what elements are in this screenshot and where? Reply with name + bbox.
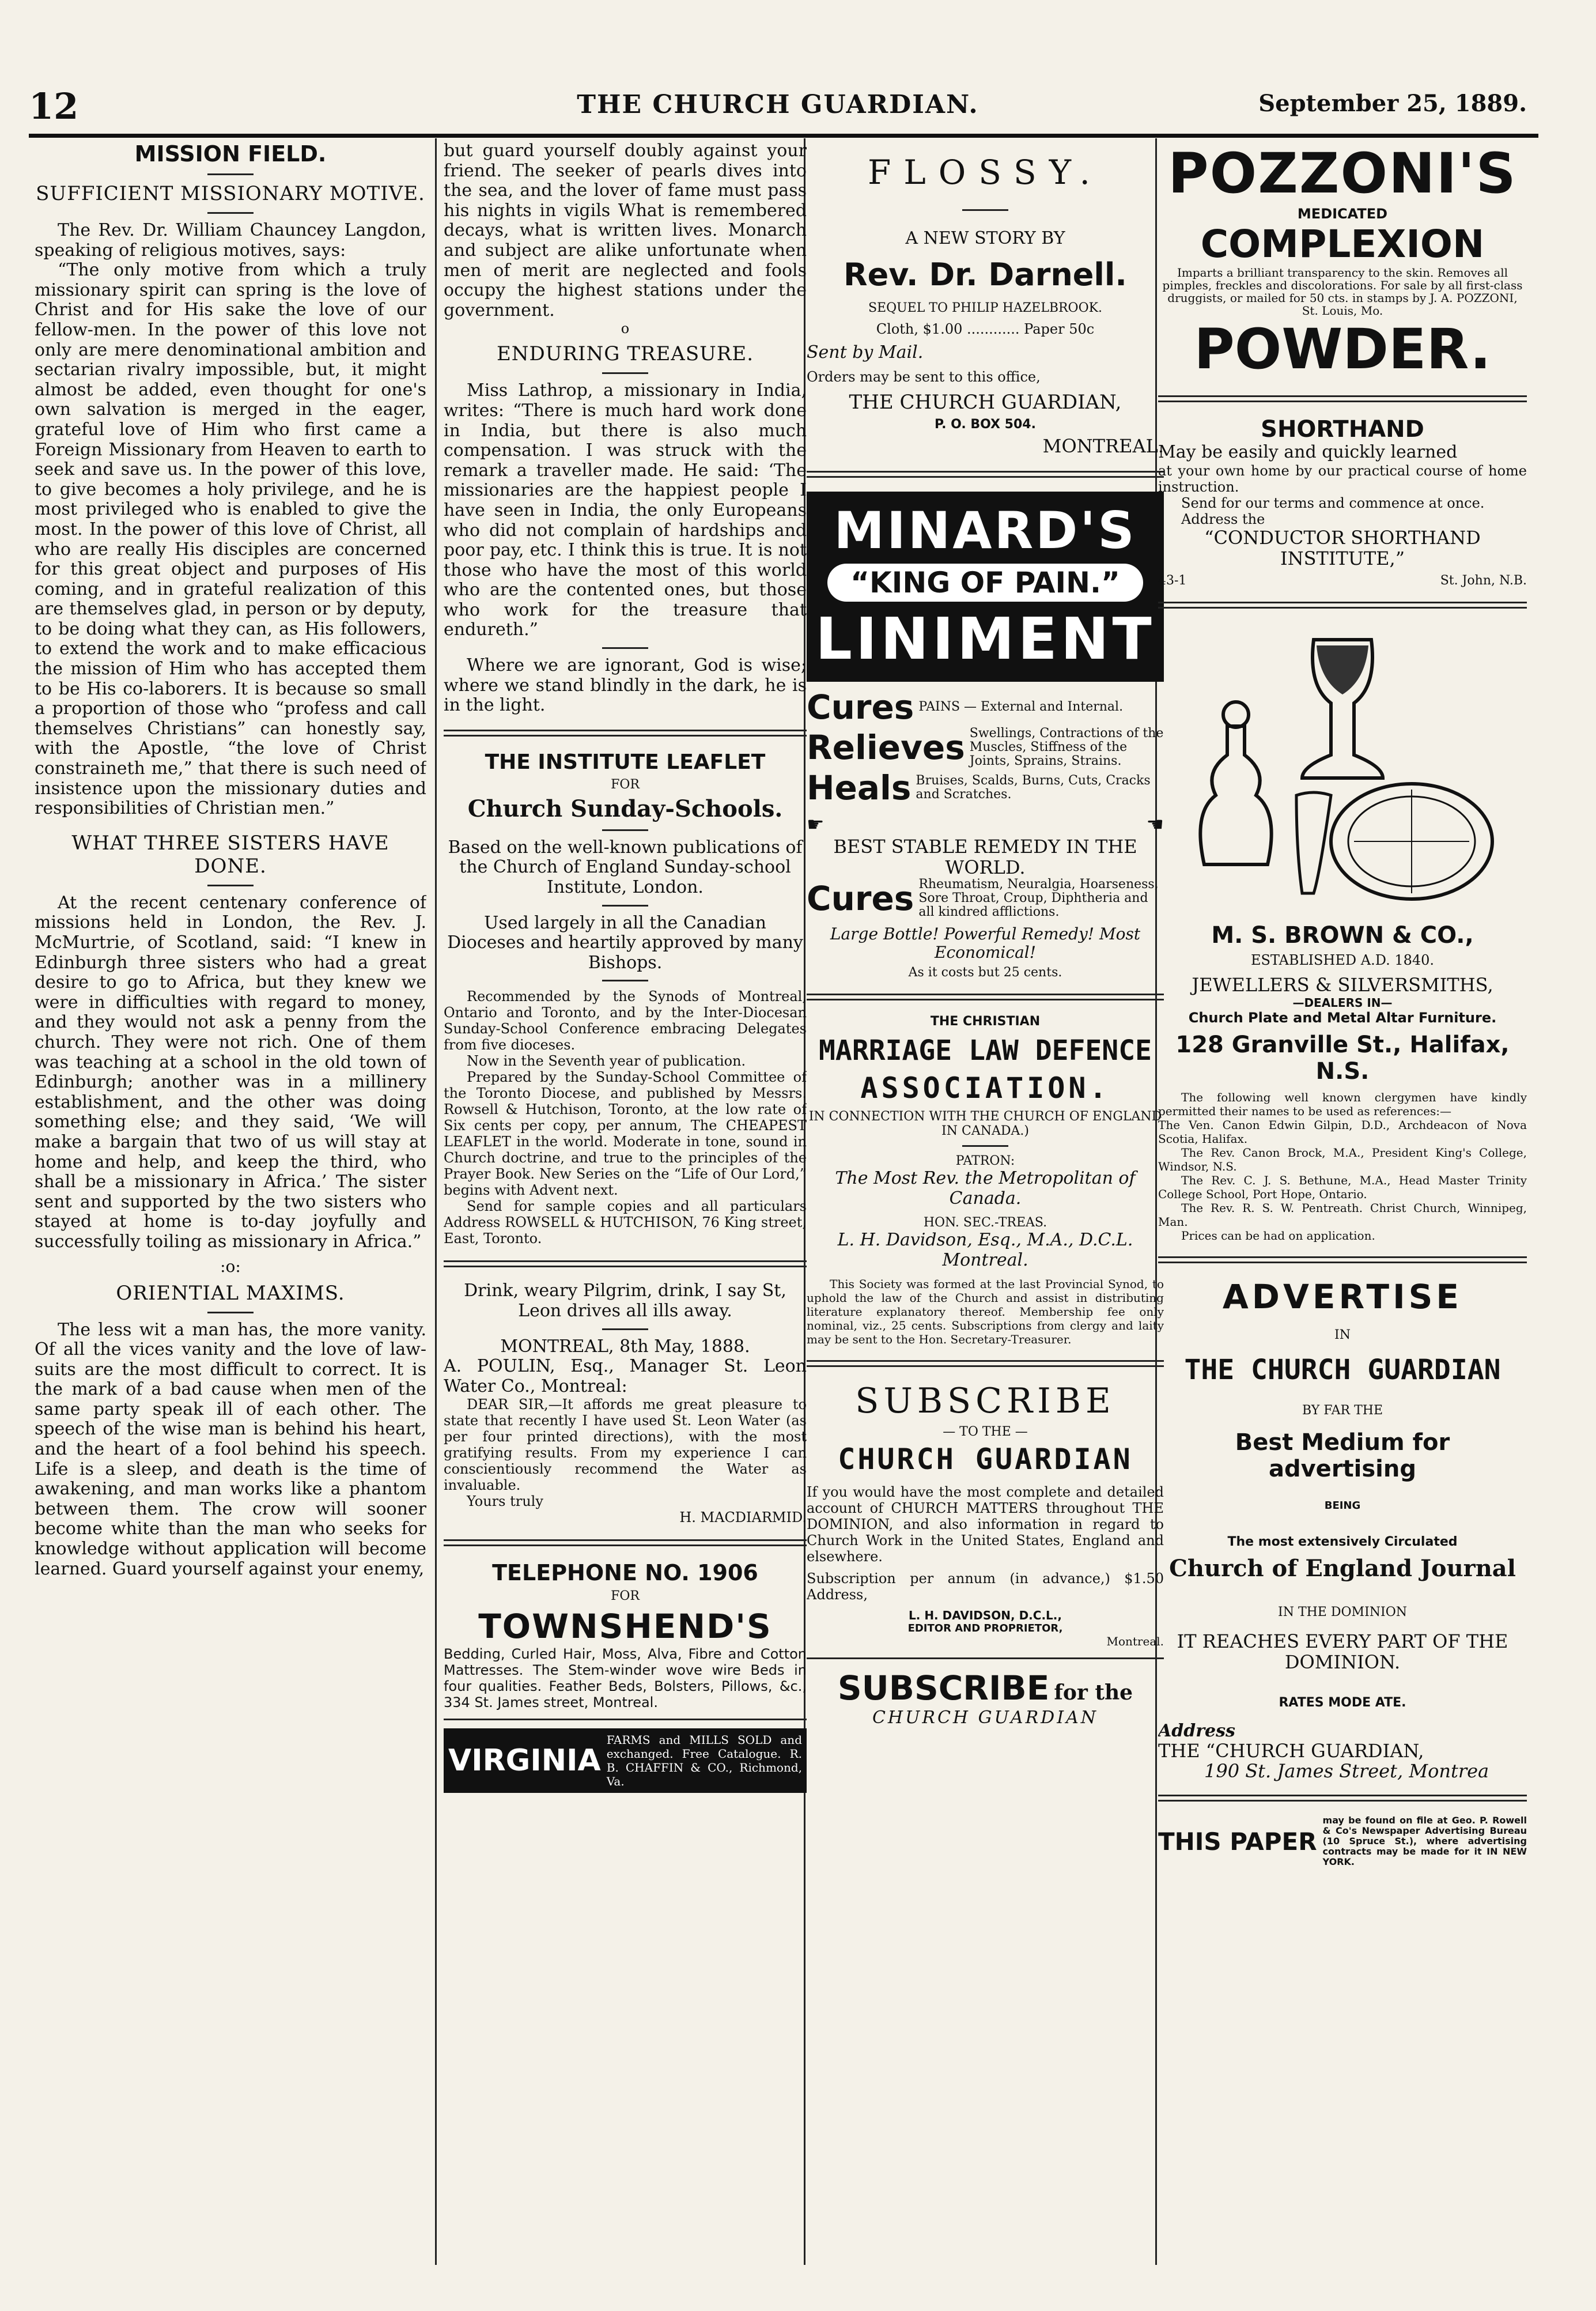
header-rule [29,134,1538,138]
ad-subtitle: Church Sunday-Schools. [467,795,783,822]
ad-title: CHURCH GUARDIAN [838,1442,1133,1476]
ad-address: 128 Granville St., Halifax, N.S. [1175,1031,1510,1085]
ad-paragraph: Subscription per annum (in advance,) $1.50 Address, [807,1570,1164,1603]
ad-name: POZZONI'S [1168,141,1517,206]
cure-word: Relieves [807,727,965,767]
ad-line: THE CHURCH GUARDIAN, [849,390,1122,414]
ad-title: THE CHURCH GUARDIAN [1184,1353,1501,1386]
ad-line: BEST STABLE REMEDY IN THE WORLD. [833,835,1137,878]
subscribe-ad [807,1381,1164,1648]
ad-line: IT REACHES EVERY PART OF THE DOMINION. [1177,1630,1508,1673]
ad-paragraph: Send for sample copies and all particulars Address ROWSELL & HUTCHISON, 76 King street, East, Toronto. [444,1198,807,1247]
subscribe-banner [807,1668,1164,1708]
reference-item: The Rev. C. J. S. Bethune, M.A., Head Master Trinity College School, Port Hope, Ontario. [1158,1173,1527,1201]
rule [207,885,254,886]
ad-border [1158,1795,1527,1802]
brown-co-ad [1158,922,1527,1243]
ad-title: ADVERTISE [1222,1277,1463,1316]
rule [602,829,648,831]
ad-city: St. John, N.B. [1440,573,1527,588]
ad-line: RATES MODE ATE. [1279,1695,1406,1710]
reference-item: Prices can be had on application. [1181,1228,1375,1243]
pointing-hands [807,813,1164,836]
townshend-ad [444,1560,807,1710]
ad-verse: Drink, weary Pilgrim, drink, I say St, Leon drives all ills away. [464,1281,786,1321]
ad-title: TELEPHONE NO. 1906 [492,1560,758,1586]
ad-line: Address [1158,1720,1235,1741]
ad-name: TOWNSHEND'S [478,1607,772,1647]
ad-border [1158,395,1527,402]
rule [207,212,254,214]
ad-line: Send for our terms and commence at once. [1181,494,1485,511]
ad-title: THE INSTITUTE LEAFLET [485,750,766,774]
st-leon-ad [444,1281,807,1525]
ad-paragraph: FARMS and MILLS SOLD and exchanged. Free Catalogue. R. B. CHAFFIN & CO., Richmond, Va. [606,1733,802,1789]
article-heading: SUFFICIENT MISSIONARY MOTIVE. [36,182,425,205]
newspaper-title: THE CHURCH GUARDIAN. [577,90,979,119]
ad-price: Cloth, $1.00 ............ Paper 50c [876,321,1095,337]
rule [207,1312,254,1313]
marriage-law-ad [807,1014,1164,1346]
column-2 [444,141,807,2268]
pozzoni-ad [1158,141,1527,382]
ad-border [1158,1256,1527,1263]
ad-paragraph: Recommended by the Synods of Montreal, Ontario and Toronto, and by the Inter-Diocesan Sunday-School Conference embracing Delegates from five dioceses. [444,988,807,1053]
ad-line: ESTABLISHED A.D. 1840. [1250,951,1435,968]
ad-line: A NEW STORY BY [905,228,1065,248]
ad-name: COMPLEXION [1200,222,1485,266]
reference-item: The Ven. Canon Edwin Gilpin, D.D., Archdeacon of Nova Scotia, Halifax. [1158,1117,1527,1146]
heals-row [807,768,1164,807]
ad-line: 190 St. James Street, Montrea [1204,1759,1489,1782]
ad-paragraph: Prepared by the Sunday-School Committee of the Toronto Diocese, and published by Messrs. Rowsell & Hutchison, Toronto, at the low rate of Six cents per copy, per annum, The CHEAPEST LEAFLET in the world. Moderate in tone, sound in Church doctrine, and true to the principles of the Prayer Book. New Series on the “Life of Our Lord,” begins with Advent next. [444,1069,807,1199]
ad-border [1158,602,1527,609]
ad-line: L. H. DAVIDSON, D.C.L., [909,1608,1062,1622]
rule [602,980,648,981]
rule [602,647,648,649]
ad-line: JEWELLERS & SILVERSMITHS, [1192,973,1493,996]
virginia-ad [444,1728,807,1793]
minards-liniment-banner [807,492,1164,682]
ad-paragraph: Imparts a brilliant transparency to the skin. Removes all pimples, freckles and discolorations. For sale by all first-class druggists, or mailed for 50 cts. in stamps by J. A. POZZONI, St. Louis, Mo. [1162,266,1523,318]
article-heading: ORIENTIAL MAXIMS. [116,1281,345,1305]
shorthand-ad [1158,416,1527,588]
ad-line: MONTREAL. [1042,435,1164,457]
divider-ornament: :o: [220,1256,241,1276]
ad-border [444,1719,807,1720]
article-paragraph: The Rev. Dr. William Chauncey Langdon, speaking of religious motives, says: [35,220,426,260]
ad-name: POWDER. [1194,317,1491,382]
ad-line: L. H. Davidson, Esq., M.A., D.C.L. Montreal. [837,1229,1133,1270]
article-heading: ENDURING TREASURE. [496,342,754,366]
cure-word: Cures [807,687,914,727]
ad-border [807,994,1164,1000]
ad-line: Orders may be sent to this office, [807,368,1041,385]
ad-line: IN THE DOMINION [1278,1604,1407,1619]
ad-name: LINIMENT [815,605,1155,673]
ad-title: Best Medium for advertising [1235,1429,1450,1482]
ad-line: May be easily and quickly learned [1158,442,1458,462]
ad-addressee: A. POULIN, Esq., Manager St. Leon Water Co., Montreal: [444,1356,807,1396]
ad-paragraph: may be found on file at Geo. P. Rowell & Co's Newspaper Advertising Bureau (10 Spruce St.), where advertising contracts may be made for it IN NEW YORK. [1322,1815,1527,1868]
institute-leaflet-ad [444,750,807,1247]
ad-date: MONTREAL, 8th May, 1888. [500,1336,750,1357]
ad-line: — TO THE — [943,1424,1028,1439]
rule [602,905,648,907]
ad-title: THIS PAPER [1158,1827,1317,1856]
rule [602,372,648,374]
reference-item: The Rev. Canon Brock, M.A., President King's College, Windsor, N.S. [1158,1145,1527,1173]
ad-label: HON. SEC.-TREAS. [923,1215,1047,1230]
ad-title: Church of England Journal [1169,1554,1516,1582]
section-heading: MISSION FIELD. [134,141,327,167]
ad-line: SEQUEL TO PHILIP HAZELBROOK. [868,301,1103,315]
cure-description: PAINS — External and Internal. [918,699,1124,714]
cure-word: Cures [807,878,914,918]
ad-line: As it costs but 25 cents. [908,965,1062,980]
article-paragraph: Miss Lathrop, a missionary in India, writes: “There is much hard work done in India, but there is also much compensation. I was struck with the remark a traveller made. He said: ‘The missionaries are the happiest people I have seen in India, the only Europeans who did not complain of hardships and poor pay, etc. I think this is true. It is not those who have the most of this world who are the contented ones, but those who work for the treasure that endureth.” [444,380,807,640]
ad-paragraph: Bedding, Curled Hair, Moss, Alva, Fibre and Cotton Mattresses. The Stem-winder wove wire Beds in four qualities. Feather Beds, Bolsters, Pillows, &c., 334 St. James street, Montreal. [444,1646,807,1711]
page-header [29,85,1527,131]
cure-word: Heals [807,768,912,807]
ad-line: Montreal. [1106,1634,1164,1648]
divider-ornament: o [621,320,630,337]
ad-border [807,1360,1164,1367]
ad-line: at your own home by our practical course of home instruction. [1158,462,1527,495]
ad-title: MARRIAGE LAW DEFENCE [819,1034,1152,1067]
ad-title: M. S. BROWN & CO., [1211,922,1474,949]
ad-border [444,1539,807,1546]
column-1 [35,141,426,2268]
ad-line: IN [1334,1327,1351,1342]
ad-line: The most extensively Circulated [1227,1534,1458,1549]
ad-letter: DEAR SIR,—It affords me great pleasure to state that recently I have used St. Leon Water (as per four printed directions), with the most gratifying results. From my experience I can conscientiously recommend the Water as invaluable. [444,1396,807,1494]
ad-author: Rev. Dr. Darnell. [844,256,1127,293]
ad-title: SUBSCRIBE [855,1380,1115,1421]
ad-paragraph: If you would have the most complete and detailed account of CHURCH MATTERS throughout THE DOMINION, and also information in regard to Church Work in the United States, England and elsewhere. [807,1483,1164,1565]
ad-border [444,730,807,737]
article-paragraph: “The only motive from which a truly missionary spirit can spring is the love of Christ and for His sake the love of our fellow-men. In the power of this love not only are mere denominational ambition and sectarian rivalry impossible, but, it might almost be added, even thought for one's own salvation is merged in the eager, grateful love of Him who first came a Foreign Missionary from Heaven to earth to seek and save us. In the power of this love, to give becomes a holy privilege, and he is most privileged who is enabled to give the most. In the power of this love of Christ, all who are really His disciples are concerned for this great object and purposes of His coming, and in grateful realization of this are themselves glad, in person or by deputy, to be doing what they can, as His followers, to extend the work and to make efficacious the mission of Him who has accepted them to be His co-laborers. It is because so small a proportion of those who “profess and call themselves Christians” can honestly say, with the Apostle, “the love of Christ constraineth me,” that there is such need of insistence upon the missionary duties and responsibilities of Christian men.” [35,260,426,819]
ad-paragraph: Based on the well-known publications of the Church of England Sunday-school Institute, London. [448,837,803,898]
article-paragraph: but guard yourself doubly against your friend. The seeker of pearls dives into the sea, and the lover of fame must pass his nights in vigils What is remembered decays, what is written lives. Monarch and subject are alike unfortunate when men of merit are neglected and fools occupy the highest stations under the government. [444,141,807,320]
ad-line: MEDICATED [1297,206,1388,222]
ad-border [807,471,1164,478]
ad-line: EDITOR AND PROPRIETOR, [907,1622,1063,1634]
relieves-row [807,727,1164,768]
pointing-hand-icon: ☛ [807,813,825,836]
ad-paragraph: Used largely in all the Canadian Dioceses and heartily approved by many Bishops. [447,912,803,973]
ad-line: Sent by Mail. [807,342,924,362]
rule [962,1145,1008,1147]
article-heading: WHAT THREE SISTERS HAVE DONE. [71,831,389,878]
ad-line: Large Bottle! Powerful Remedy! Most Economical! [830,924,1141,962]
ad-title: FLOSSY. [867,153,1103,192]
article-paragraph: At the recent centenary conference of missions held in London, the Rev. J. McMurtrie, of Scotland, said: “I knew in Edinburgh three sisters who had a great desire to go to Africa, but they knew we were in difficulties with regard to money, and they would not ask a penny from the church. They were not rich. One of them was teaching at a school in the old town of Edinburgh; another was in a millinery establishment, and the other was doing something else; and they said, ‘We will make a bargain that two of us will stay at home and help, and keep the third, who shall be a missionary in Africa.’ The sister sent and supported by the two sisters who stayed at home is to-day joyfully and successfully toiling as missionary in Africa.” [35,892,426,1252]
reference-item: The Rev. R. S. W. Pentreath. Christ Church, Winnipeg, Man. [1158,1200,1527,1229]
ad-line: for the [1054,1680,1133,1705]
page-number: 12 [29,85,79,127]
rule [962,209,1008,211]
advertise-ad [1158,1277,1527,1781]
ad-title: SUBSCRIBE [837,1668,1050,1708]
ad-name: MINARD'S [834,500,1137,560]
issue-date: September 25, 1889. [1258,90,1527,117]
ad-line: BY FAR THE [1302,1403,1383,1418]
ad-for: FOR [611,777,640,792]
ad-border [444,1260,807,1267]
ad-closing: Yours truly [467,1493,543,1510]
chalice-and-flagon-illustration-icon [1181,622,1504,911]
ad-for: FOR [611,1589,640,1604]
cures-row [807,878,1164,919]
ad-line: “CONDUCTOR SHORTHAND INSTITUTE,” [1204,526,1481,569]
ad-line: Address the [1181,511,1265,527]
column-divider [435,138,437,2265]
ad-line: THE CHRISTIAN [930,1014,1041,1029]
ad-name: VIRGINIA [448,1743,601,1778]
ad-slogan: “KING OF PAIN.” [827,564,1143,602]
ad-line: BEING [1324,1499,1361,1512]
pointing-hand-icon: ☚ [1146,813,1164,836]
rule [207,173,254,175]
ad-title: SHORTHAND [1261,416,1424,443]
column-4 [1158,141,1527,2268]
ad-line: IN CONNECTION WITH THE CHURCH OF ENGLAND IN CANADA.) [808,1109,1162,1138]
ad-paragraph: Now in the Seventh year of publication. [467,1053,746,1070]
ad-signature: H. MACDIARMID. [679,1509,807,1526]
ad-line: —DEALERS IN— [1292,995,1393,1010]
this-paper-notice [1158,1815,1527,1867]
ad-title: ASSOCIATION. [860,1071,1110,1105]
cure-description: Rheumatism, Neuralgia, Hoarseness, Sore Throat, Croup, Diphtheria and all kindred afflictions. [918,877,1159,919]
ad-line: Church Plate and Metal Altar Furniture. [1188,1009,1497,1026]
ad-code: 43-1 [1158,573,1187,588]
ad-line: CHURCH GUARDIAN [872,1707,1099,1728]
ad-paragraph: The following well known clergymen have kindly permitted their names to be used as references:— [1158,1090,1527,1118]
ad-footer [1158,573,1527,588]
ad-label: PATRON: [955,1153,1015,1168]
column-3 [807,141,1164,2268]
ad-line: THE “CHURCH GUARDIAN, [1158,1740,1424,1762]
ad-line: The Most Rev. the Metropolitan of Canada. [835,1168,1136,1209]
cure-description: Swellings, Contractions of the Muscles, Stiffness of the Joints, Sprains, Strains. [969,726,1164,768]
rule [602,1328,648,1330]
article-paragraph: The less wit a man has, the more vanity. Of all the vices vanity and the love of law-suits are the most difficult to correct. It is the mark of a bad cause when men of the same party speak ill of each other. The speech of the wise man is behind his heart, and the heart of a fool behind his speech. Life is a sleep, and death is the time of awakening, and man works like a phantom between them. The crow will sooner become white than the man who seeks for knowledge without application will become learned. Guard yourself against your enemy, [35,1319,426,1579]
ad-paragraph: This Society was formed at the last Provincial Synod, to uphold the law of the Church and assist in distributing literature explanatory thereof. Membership fee only nominal, viz., 25 cents. Subscriptions from clergy and laity may be sent to the Hon. Secretary-Treasurer. [807,1277,1164,1346]
cures-row [807,688,1164,727]
ad-border [807,1657,1164,1659]
ad-line: P. O. BOX 504. [935,417,1036,432]
cure-description: Bruises, Scalds, Burns, Cuts, Cracks and Scratches. [916,773,1151,802]
article-paragraph: Where we are ignorant, God is wise; where we stand blindly in the dark, he is in the light. [444,655,807,716]
